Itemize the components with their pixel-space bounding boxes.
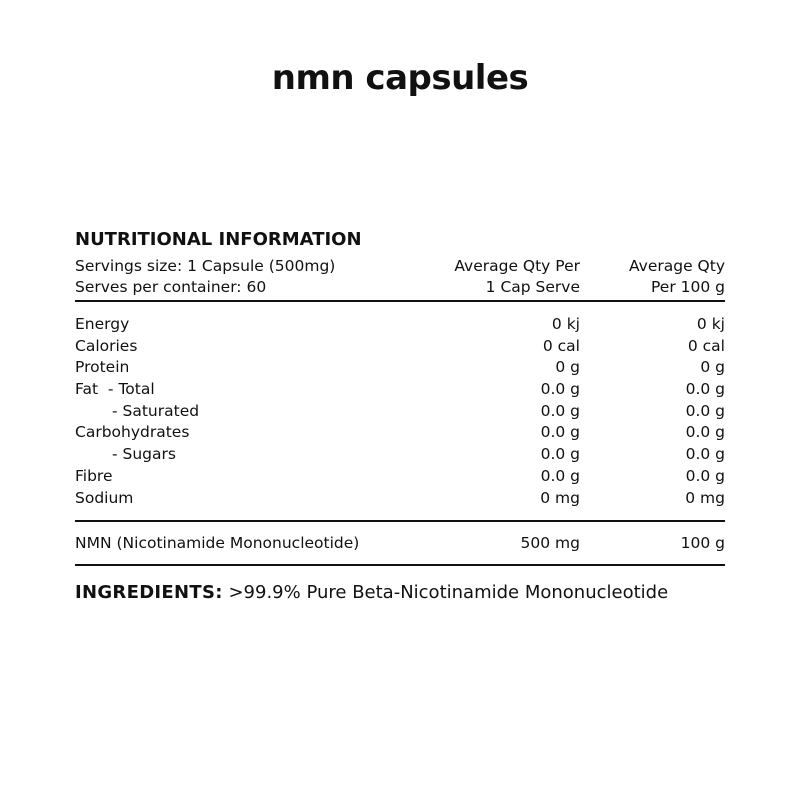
table-row	[75, 401, 725, 423]
per-100g-value: 0.0 g	[685, 423, 725, 442]
column-header-per-100g-line2: Per 100 g	[651, 278, 725, 296]
nutrient-label: Energy	[75, 315, 130, 333]
column-header-per-100g-line1: Average Qty	[628, 257, 725, 275]
header-divider	[75, 300, 725, 302]
column-header-per-serve-line1: Average Qty Per	[454, 257, 580, 275]
column-header-per-serve-line2: 1 Cap Serve	[485, 278, 580, 296]
nutrient-label: Carbohydrates	[75, 423, 190, 442]
product-title: nmn capsules	[271, 58, 529, 98]
nutrition-header	[75, 256, 725, 300]
per-serve-value: 0.0 g	[540, 445, 580, 464]
serving-info	[75, 256, 335, 298]
nutrient-label: Protein	[75, 358, 130, 377]
per-100g-value: 0 g	[700, 358, 725, 377]
table-row	[75, 336, 725, 358]
active-ingredient-row	[75, 533, 725, 555]
nutrient-rows	[75, 314, 725, 509]
per-100g-value: 0.0 g	[685, 466, 725, 485]
nutrient-label: Calories	[75, 336, 138, 355]
table-row	[75, 533, 725, 555]
per-100g-value: 0.0 g	[685, 401, 725, 420]
rows-divider	[75, 520, 725, 522]
per-serve-value: 0 cal	[542, 336, 580, 355]
per-serve-value: 0 mg	[540, 488, 580, 507]
nutrition-panel	[75, 228, 725, 300]
nutrient-label: Fat - Total	[75, 380, 155, 399]
nutrient-label: Fibre	[75, 466, 113, 485]
table-row	[75, 488, 725, 510]
per-100g-value: 0 kj	[696, 315, 725, 333]
table-row	[75, 444, 725, 466]
per-serve-value: 0 g	[555, 358, 580, 377]
table-row	[75, 422, 725, 444]
serves-per-container: Serves per container: 60	[75, 278, 267, 296]
ingredients-label: INGREDIENTS:	[75, 582, 223, 603]
table-row	[75, 379, 725, 401]
per-100g-value: 0.0 g	[685, 445, 725, 464]
per-serve-value: 0 kj	[551, 315, 580, 333]
column-header-per-serve	[454, 256, 580, 298]
nutrient-label: Sodium	[75, 488, 134, 507]
table-row	[75, 357, 725, 379]
per-100g-value: 100 g	[680, 534, 725, 552]
nutrient-label: - Sugars	[112, 445, 176, 464]
ingredients-statement	[75, 581, 668, 605]
table-row	[75, 466, 725, 488]
per-100g-value: 0 mg	[685, 488, 725, 507]
per-100g-value: 0.0 g	[685, 380, 725, 399]
per-serve-value: 0.0 g	[540, 401, 580, 420]
column-header-per-100g	[629, 256, 725, 298]
per-serve-value: 0.0 g	[540, 380, 580, 399]
ingredients-text: >99.9% Pure Beta-Nicotinamide Mononucleotide	[222, 582, 669, 603]
serving-size: Servings size: 1 Capsule (500mg)	[75, 257, 336, 275]
per-serve-value: 0.0 g	[540, 466, 580, 485]
per-serve-value: 500 mg	[520, 534, 580, 552]
table-row	[75, 314, 725, 336]
nutrient-label: - Saturated	[112, 401, 200, 420]
bottom-divider	[75, 564, 725, 566]
active-ingredient-label: NMN (Nicotinamide Mononucleotide)	[75, 534, 360, 552]
per-serve-value: 0.0 g	[540, 423, 580, 442]
nutrition-heading: NUTRITIONAL INFORMATION	[75, 229, 362, 250]
per-100g-value: 0 cal	[687, 336, 725, 355]
